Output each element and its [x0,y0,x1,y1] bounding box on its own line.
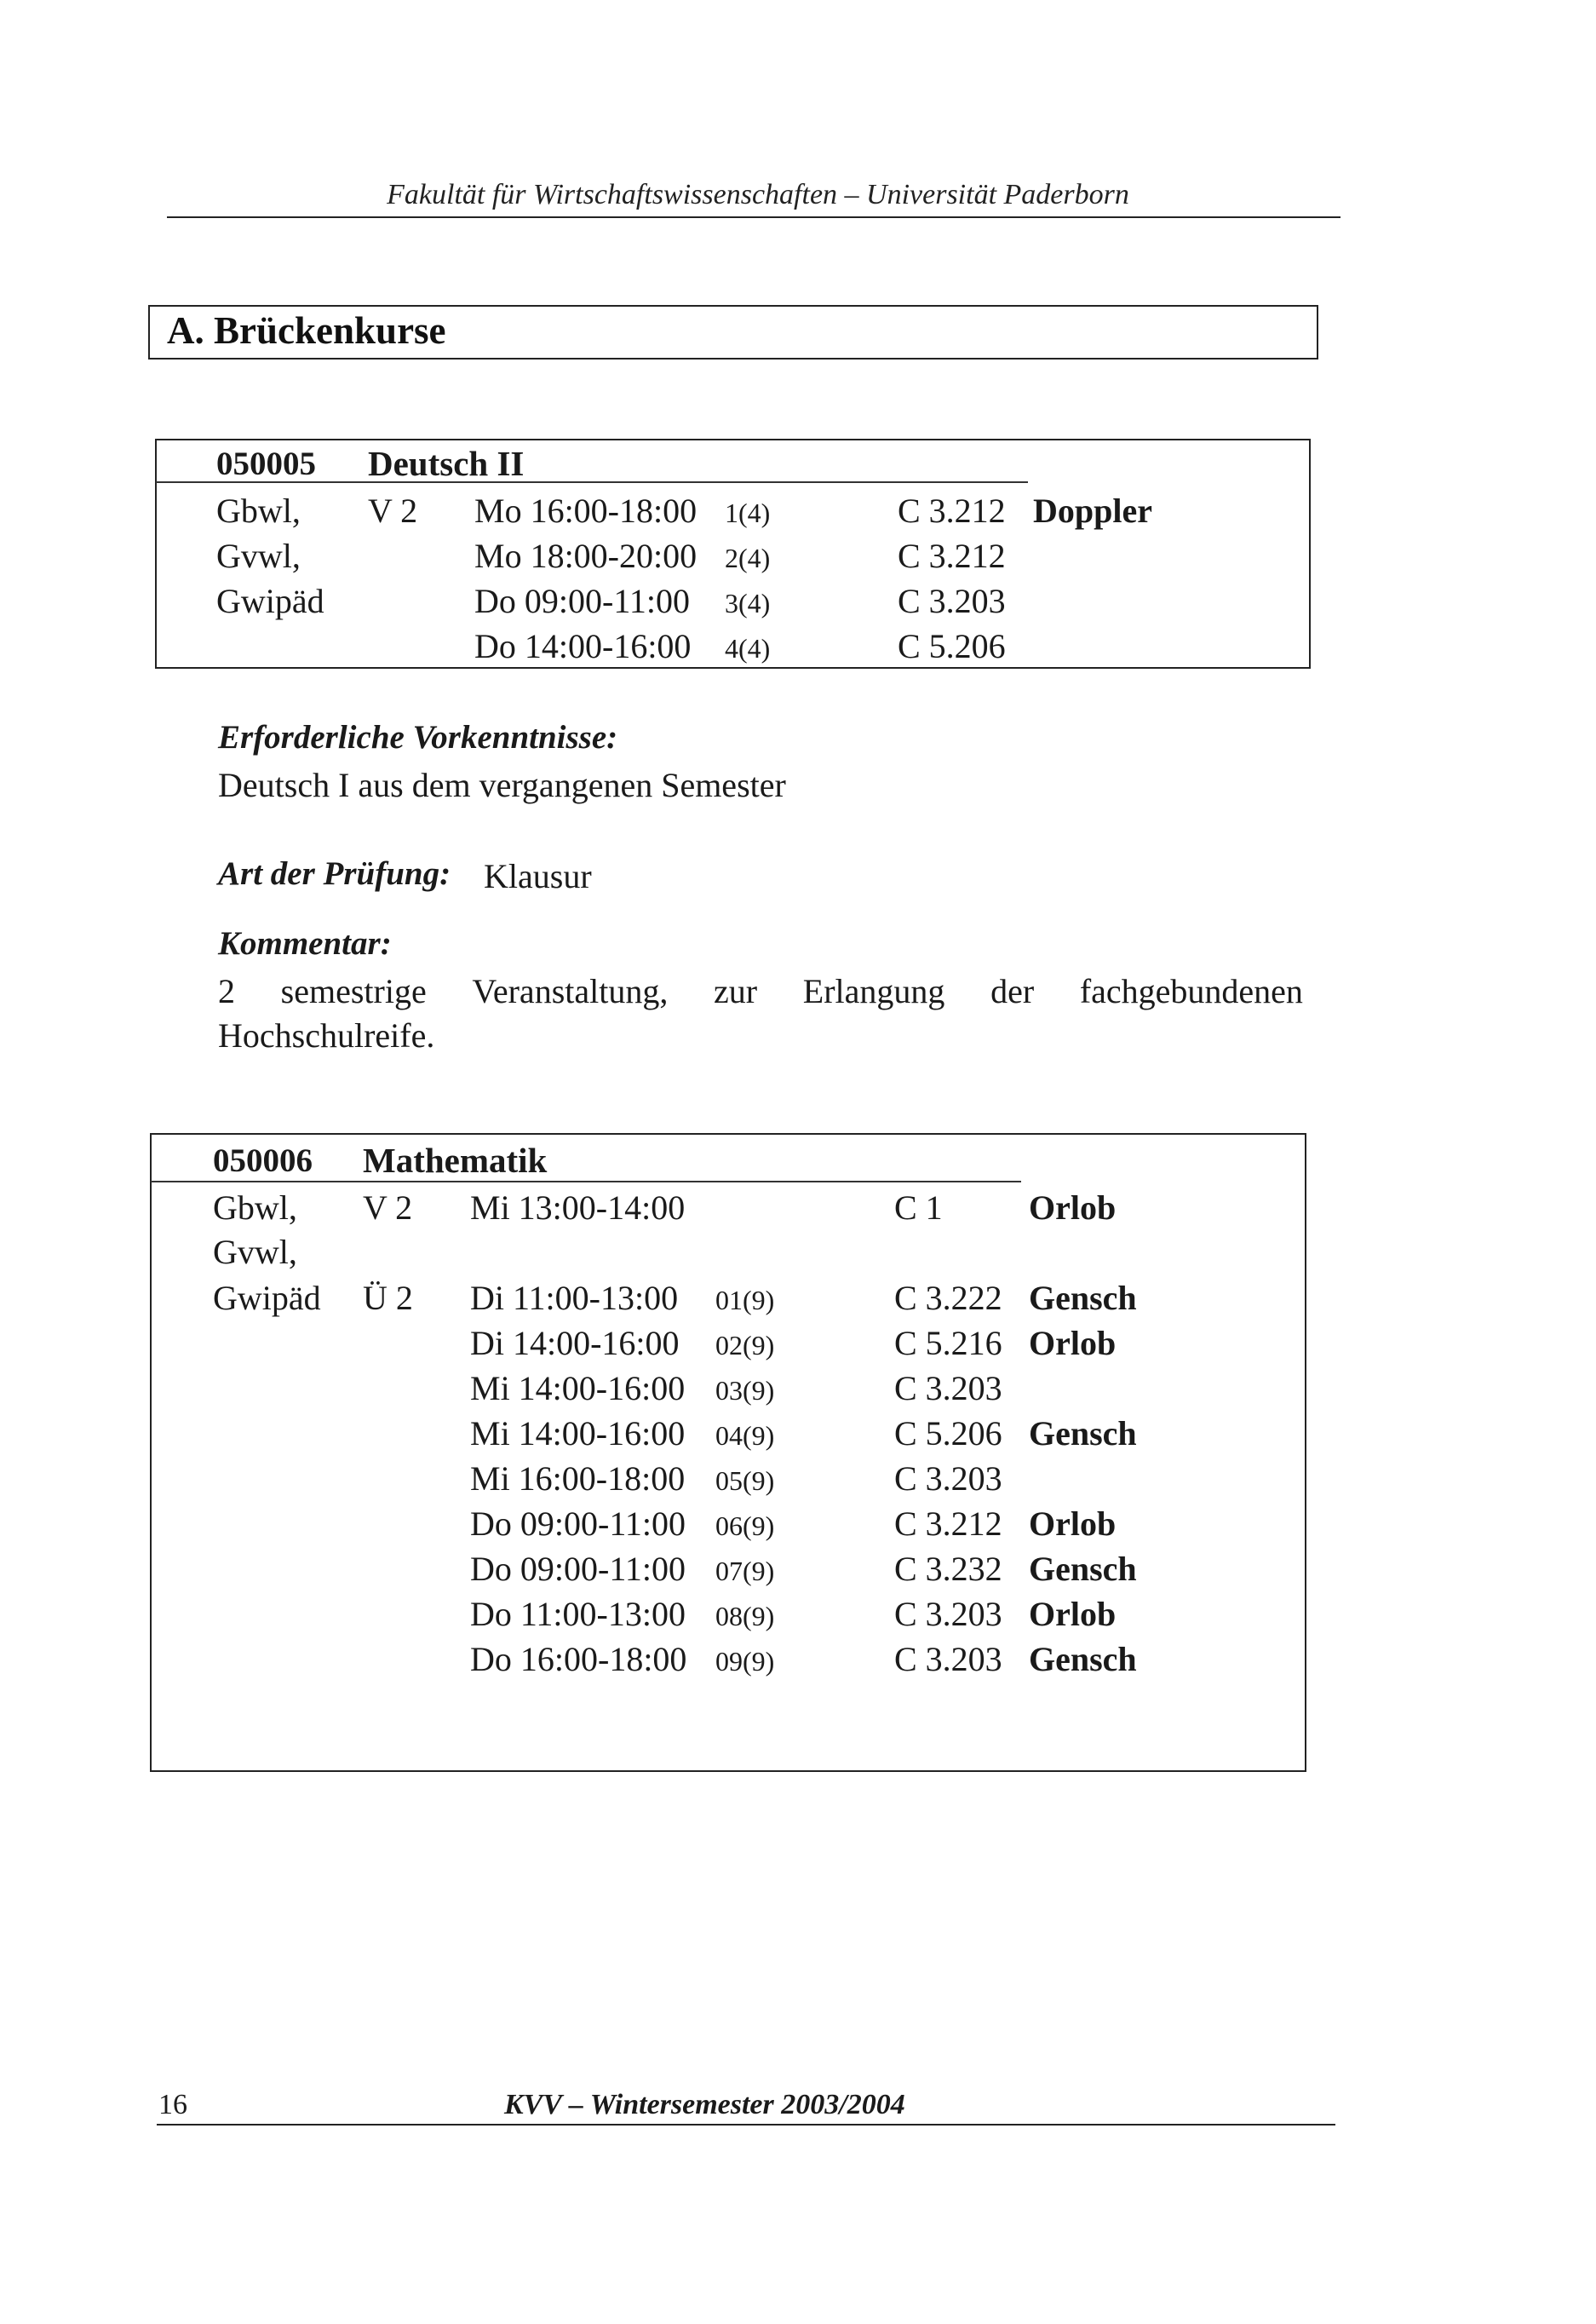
course-type: V 2 [368,492,418,530]
session-time: Mi 14:00-16:00 [470,1369,686,1407]
session-lecturer: Doppler [1033,492,1152,530]
comment-word: Erlangung [802,972,945,1010]
comment-word: fachgebundenen [1079,972,1303,1010]
course-header-rule [151,1181,1021,1182]
session-room: C 3.203 [894,1640,1002,1678]
session-room: C 3.232 [894,1550,1002,1588]
section-title: A. Brückenkurse [167,309,446,352]
session-group: 05(9) [715,1465,775,1496]
course-number: 050005 [216,446,316,482]
program-gvwl: Gvwl, [213,1233,297,1271]
session-room: C 3.203 [898,582,1006,620]
session-room: C 5.216 [894,1324,1002,1362]
comment-word: semestrige [280,972,427,1010]
comment-line-2: Hochschulreife. [218,1016,435,1055]
session-group: 1(4) [725,498,771,528]
session-lecturer: Gensch [1029,1550,1137,1588]
header-rule [167,216,1341,218]
session-group: 2(4) [725,543,771,573]
session-lecturer: Gensch [1029,1279,1137,1317]
comment-line-1 [218,971,1303,1011]
session-group: 01(9) [715,1285,775,1315]
comment-word: zur [714,972,758,1010]
session-room: C 3.203 [894,1459,1002,1498]
session-group: 3(4) [725,588,771,618]
exam-text: Klausur [484,857,592,895]
session-group: 04(9) [715,1420,775,1451]
session-room: C 5.206 [898,627,1006,665]
session-time: Do 09:00-11:00 [474,582,690,620]
session-lecturer: Orlob [1029,1324,1117,1362]
session-time: Mo 18:00-20:00 [474,537,698,575]
session-room: C 3.212 [898,537,1006,575]
session-group: 02(9) [715,1330,775,1360]
session-time: Do 11:00-13:00 [470,1595,686,1633]
session-room: C 3.212 [898,492,1006,530]
prerequisites-text: Deutsch I aus dem vergangenen Semester [218,766,786,804]
session-lecturer: Orlob [1029,1504,1117,1543]
page-number: 16 [158,2089,187,2120]
session-time: Do 14:00-16:00 [474,627,692,665]
session-room: C 3.212 [894,1504,1002,1543]
program-gbwl: Gbwl, [213,1188,297,1227]
exam-label: Art der Prüfung: [218,855,451,892]
session-group: 09(9) [715,1646,775,1677]
session-lecturer: Gensch [1029,1640,1137,1678]
program-gbwl: Gbwl, [216,492,301,530]
session-group: 08(9) [715,1601,775,1631]
session-time: Mi 16:00-18:00 [470,1459,686,1498]
footer-rule [157,2124,1335,2126]
session-time: Mo 16:00-18:00 [474,492,698,530]
session-time: Di 14:00-16:00 [470,1324,680,1362]
session-room: C 5.206 [894,1414,1002,1452]
session-time: Do 16:00-18:00 [470,1640,687,1678]
lecture-room: C 1 [894,1188,943,1227]
exercise-type: Ü 2 [363,1279,413,1317]
prerequisites-label: Erforderliche Vorkenntnisse: [218,719,618,756]
comment-word: der [990,972,1035,1010]
running-footer: KVV – Wintersemester 2003/2004 [504,2089,905,2120]
session-time: Di 11:00-13:00 [470,1279,679,1317]
session-group: 06(9) [715,1510,775,1541]
session-group: 07(9) [715,1556,775,1586]
session-group: 03(9) [715,1375,775,1406]
session-group: 4(4) [725,633,771,664]
session-time: Do 09:00-11:00 [470,1504,686,1543]
lecture-lecturer: Orlob [1029,1188,1117,1227]
comment-word: Veranstaltung, [472,972,669,1010]
lecture-time: Mi 13:00-14:00 [470,1188,686,1227]
running-header: Fakultät für Wirtschaftswissenschaften – Universität Paderborn [387,179,1129,210]
program-gwipaed: Gwipäd [216,582,324,620]
course-title: Mathematik [363,1141,548,1180]
session-time: Do 09:00-11:00 [470,1550,686,1588]
program-gvwl: Gvwl, [216,537,301,575]
session-room: C 3.222 [894,1279,1002,1317]
session-time: Mi 14:00-16:00 [470,1414,686,1452]
session-lecturer: Orlob [1029,1595,1117,1633]
program-gwipaed: Gwipäd [213,1279,321,1317]
session-room: C 3.203 [894,1369,1002,1407]
comment-label: Kommentar: [218,925,392,962]
course-title: Deutsch II [368,444,525,483]
course-number: 050006 [213,1142,313,1179]
session-room: C 3.203 [894,1595,1002,1633]
session-lecturer: Gensch [1029,1414,1137,1452]
lecture-type: V 2 [363,1188,413,1227]
comment-word: 2 [218,972,235,1010]
